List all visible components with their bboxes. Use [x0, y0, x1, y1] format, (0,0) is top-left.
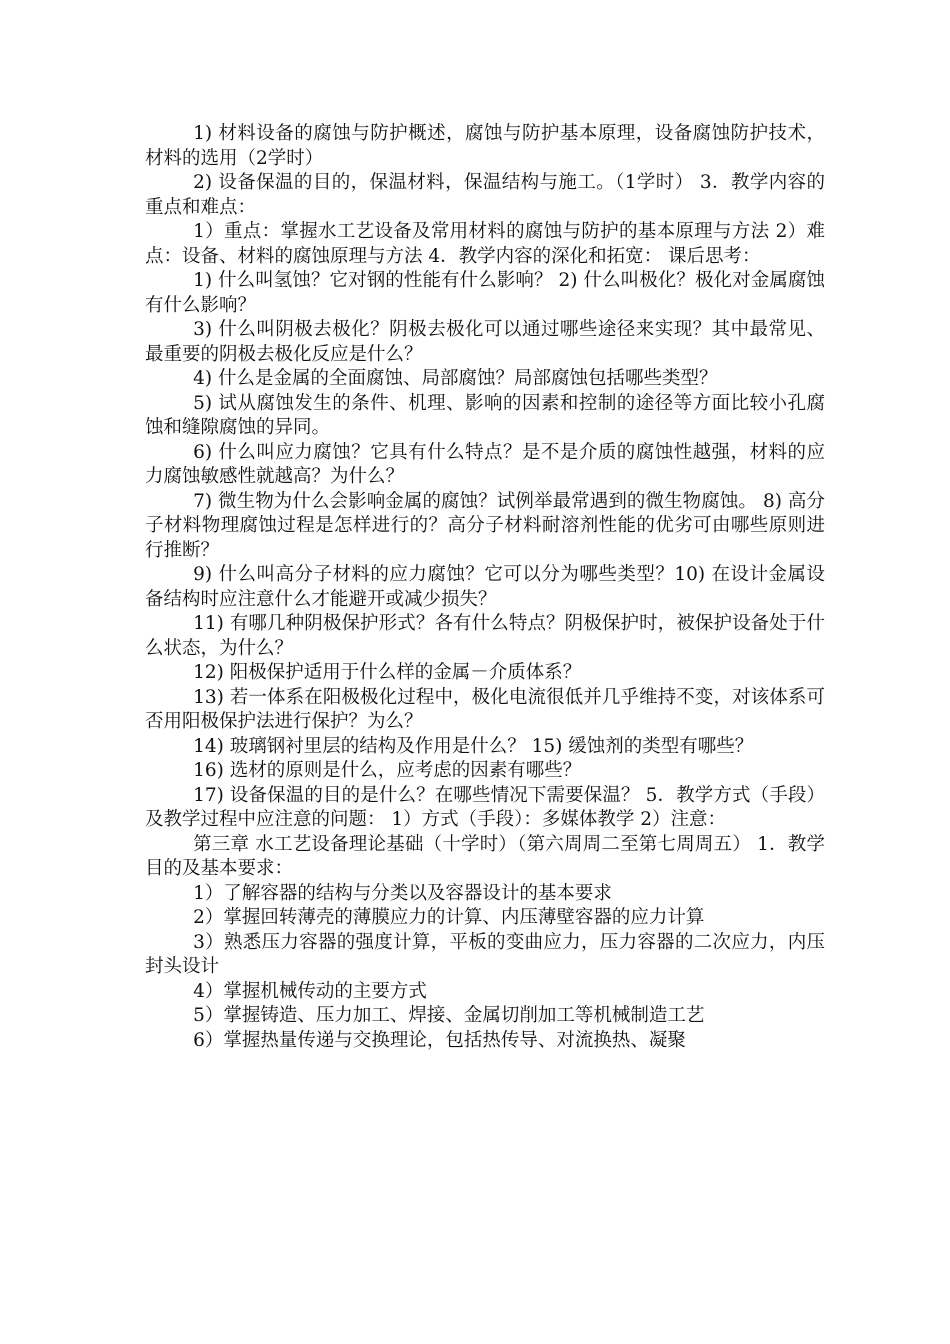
- paragraph-4: 1) 什么叫氢蚀？它对钢的性能有什么影响？ 2) 什么叫极化？极化对金属腐蚀有什么影响？: [145, 270, 825, 316]
- paragraph-22: 5）掌握铸造、压力加工、焊接、金属切削加工等机械制造工艺: [193, 1005, 705, 1026]
- paragraph-8: 6) 什么叫应力腐蚀？它具有什么特点？是不是介质的腐蚀性越强，材料的应力腐蚀敏感性就越高？为什么？: [145, 441, 825, 487]
- paragraph-15: 16) 选材的原则是什么，应考虑的因素有哪些？: [193, 760, 582, 781]
- paragraph-10: 9) 什么叫高分子材料的应力腐蚀？它可以分为哪些类型？10) 在设计金属设备结构时应注意什么才能避开或减少损失？: [145, 564, 825, 610]
- paragraph-3: 1）重点：掌握水工艺设备及常用材料的腐蚀与防护的基本原理与方法 2）难点：设备、材料的腐蚀原理与方法 4．教学内容的深化和拓宽： 课后思考：: [145, 221, 825, 267]
- paragraph-19: 2）掌握回转薄壳的薄膜应力的计算、内压薄壁容器的应力计算: [193, 907, 705, 928]
- document-page: [145, 122, 825, 1053]
- paragraph-14: 14) 玻璃钢衬里层的结构及作用是什么？ 15) 缓蚀剂的类型有哪些？: [193, 735, 754, 757]
- paragraph-23: 6）掌握热量传递与交换理论，包括热传导、对流换热、凝聚: [193, 1029, 686, 1051]
- paragraph-2: 2) 设备保温的目的，保温材料，保温结构与施工。（1学时） 3．教学内容的重点和难点：: [145, 172, 825, 218]
- paragraph-16: 17) 设备保温的目的是什么？在哪些情况下需要保温？ 5．教学方式（手段）及教学过程中应注意的问题： 1）方式（手段）：多媒体教学 2）注意：: [145, 784, 825, 830]
- paragraph-1: 1) 材料设备的腐蚀与防护概述，腐蚀与防护基本原理，设备腐蚀防护技术，材料的选用（2学时）: [145, 123, 825, 169]
- paragraph-18: 1）了解容器的结构与分类以及容器设计的基本要求: [193, 882, 612, 904]
- paragraph-6: 4) 什么是金属的全面腐蚀、局部腐蚀？局部腐蚀包括哪些类型？: [193, 368, 718, 389]
- paragraph-11: 11) 有哪几种阴极保护形式？各有什么特点？阴极保护时，被保护设备处于什么状态，为什么？: [145, 613, 825, 659]
- paragraph-21: 4）掌握机械传动的主要方式: [193, 980, 427, 1002]
- chapter-heading: 第三章 水工艺设备理论基础（十学时）（第六周周二至第七周周五） 1．教学目的及基本要求：: [145, 833, 825, 879]
- paragraph-5: 3) 什么叫阴极去极化？阴极去极化可以通过哪些途径来实现？其中最常见、最重要的阴极去极化反应是什么？: [145, 319, 825, 365]
- paragraph-13: 13) 若一体系在阳极极化过程中，极化电流很低并几乎维持不变，对该体系可否用阳极保护法进行保护？为么？: [145, 686, 825, 732]
- paragraph-20: 3）熟悉压力容器的强度计算，平板的变曲应力，压力容器的二次应力，内压封头设计: [145, 931, 825, 977]
- paragraph-12: 12) 阳极保护适用于什么样的金属－介质体系？: [193, 662, 582, 683]
- paragraph-7: 5) 试从腐蚀发生的条件、机理、影响的因素和控制的途径等方面比较小孔腐蚀和缝隙腐蚀的异同。: [145, 392, 825, 438]
- paragraph-9: 7) 微生物为什么会影响金属的腐蚀？试例举最常遇到的微生物腐蚀。 8) 高分子材料物理腐蚀过程是怎样进行的？高分子材料耐溶剂性能的优劣可由哪些原则进行推断？: [145, 490, 825, 561]
